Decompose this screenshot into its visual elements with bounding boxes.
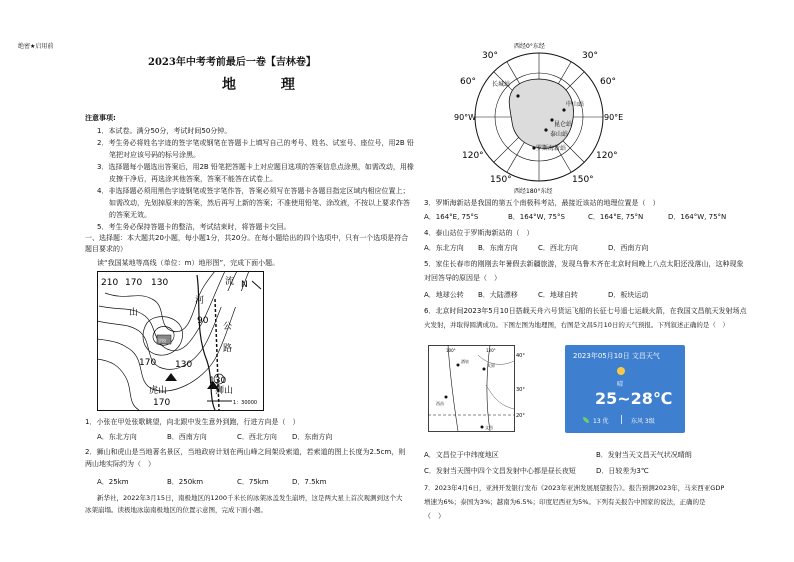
longitude-label: 120° [462, 151, 484, 161]
antarctica-polar-map [454, 38, 624, 196]
notes-line: 4．非选择题必须用黑色字迹钢笔或签字笔作答，答案必须写在答题卡各题目指定区域内相应位置上； [97, 187, 410, 195]
station-label: 泰山站 [550, 131, 569, 138]
question-3-stem: 3．罗斯海新站是我国的第五个南极科考站，最接近该站的地理位置是（ ） [424, 199, 660, 207]
q6-option-c: C．发射当天图中四个文昌发射中心都是昼长夜短 [424, 467, 576, 475]
latitude-label: 40° [516, 353, 525, 359]
q6-option-d: D．日较差为3℃ [596, 467, 649, 475]
subject-title: 地 理 [222, 77, 315, 93]
notes-line: 5．考生务必保持答题卡的整洁，考试结束时，将答题卡交回。 [97, 223, 291, 231]
notes-heading: 注意事项: [85, 114, 116, 122]
river-label: 河 [195, 296, 205, 306]
site-label: 西昌 [436, 401, 444, 406]
longitude-label: 150° [572, 175, 594, 185]
weather-temperature: 25~28℃ [595, 389, 673, 408]
top-meridian-label: 西经0°东经 [514, 43, 545, 50]
longitude-label: 30° [482, 51, 498, 61]
contour-label: 170 [125, 278, 143, 288]
q6-option-a: A．文昌位于中纬度地区 [424, 451, 499, 459]
latitude-label: 20° [516, 413, 525, 419]
exam-title: 2023年中考考前最后一卷【吉林卷】 [148, 57, 316, 68]
question-7-stem-cont: 增速为6%；泰国为3%；越南为6.5%；印度尼西亚为5%。下列有关报告中国家的说法，正确的是 [424, 498, 706, 506]
passage-line: 新华社，2022年3月15日，南极地区的1200千米长的冰架冰盖发生崩坍，这是两大星上首次观测到这个大 [97, 494, 403, 502]
site-label: 酒泉 [461, 359, 469, 364]
contour-label: 170 [153, 398, 171, 408]
school-label: 学校 [158, 338, 166, 343]
secret-mark: 绝密★启用前 [18, 43, 54, 50]
north-arrow-label: N [241, 280, 248, 290]
q4-option-b: B．东南方向 [478, 244, 518, 252]
bottom-meridian-label: 西经180°东经 [514, 188, 553, 195]
q3-option-a: A．164°E, 75°S [424, 213, 479, 221]
latitude-label: 30° [516, 387, 525, 393]
notes-line: 笔把对应该号码的标号涂黑。 [109, 151, 200, 159]
station-label: 昆仑站 [554, 121, 573, 128]
q1-option-a: A．东北方向 [97, 433, 137, 441]
q5-option-d: D．板块运动 [608, 291, 649, 299]
contour-label: 210 [101, 278, 119, 288]
section-heading-cont: 题目要求的） [85, 245, 127, 253]
mountain-label: 山 [129, 308, 139, 318]
weather-condition: 晴 [617, 381, 624, 388]
question-6-stem-cont: 火发射，并取得圆满成功。下图左图为地理图，右图是文昌5月10日的天气预报。下列叙述正确的是（ ） [424, 321, 729, 329]
q4-option-c: C．西北方向 [538, 244, 578, 252]
map-caption: 读“我国某地等高线（单位：m）地形图”，完成下面小题。 [97, 259, 280, 267]
contour-map [97, 271, 264, 411]
contour-label: 130 [175, 360, 193, 370]
q3-option-c: C．164°E, 75°N [588, 213, 644, 221]
question-6-stem: 6．北京时间2023年5月10日搭载天舟六号货运飞船的长征七号遥七运载火箭，在我国文昌航天发射场点 [424, 307, 747, 315]
peak-label: 虎山 [149, 386, 168, 396]
site-label: 太原 [487, 363, 495, 368]
q6-option-b: B．发射当天文昌天气状况晴朗 [596, 451, 692, 459]
road-label: 公 [223, 322, 233, 332]
longitude-label: 60° [600, 77, 616, 87]
q5-option-b: B．大陆漂移 [478, 291, 518, 299]
air-quality: 13 优 [593, 418, 609, 425]
weather-date: 2023年05月10日 文昌天气 [573, 352, 660, 360]
q1-option-b: B．西南方向 [167, 433, 207, 441]
road-label: 路 [223, 344, 233, 354]
q1-option-c: C．西北方向 [237, 433, 277, 441]
station-label: 罗斯海新站 [536, 145, 567, 152]
question-7-blank: （ ） [424, 512, 445, 520]
question-5-stem-cont: 对回答导的原因是（ ） [424, 274, 501, 282]
peak-label: 狮山 [215, 386, 234, 396]
section-heading: 一、选择题：本大题共20小题，每小题1分，共20分。在每小题给出的四个选项中，只有一个选项是符合 [85, 234, 409, 242]
longitude-label: 120° [596, 151, 618, 161]
question-1-stem: 1．小张在甲处张歌眺望，向北跟中发生意外到跑，行进方向是（ ） [85, 418, 300, 426]
longitude-label: 100° [446, 348, 456, 353]
leaf-icon [583, 417, 589, 423]
q3-option-b: B．164°W, 75°S [508, 213, 565, 221]
question-5-stem: 5．家住长春市的刚刚去年暑假去新疆旅游，发现乌鲁木齐在北京时间晚上八点太阳还没落山，这种现象 [424, 260, 744, 268]
sun-icon [617, 367, 625, 375]
question-4-stem: 4．泰山站位于罗斯海新站的（ ） [424, 229, 534, 237]
q5-option-a: A．地球公转 [424, 291, 464, 299]
wind: 东风 3级 [631, 418, 655, 425]
longitude-label: 30° [582, 51, 598, 61]
scale-label: 1：30000 [233, 400, 258, 406]
question-2-stem: 2．狮山和虎山是当地著名景区，当地政府计划在两山峰之间架设索道，若索道的图上长度为2.5cm，则 [85, 448, 406, 456]
q2-option-d: D．7.5km [292, 478, 327, 486]
weather-card [565, 345, 685, 433]
longitude-label: 90°W [454, 113, 477, 122]
q4-option-a: A．东北方向 [424, 244, 464, 252]
station-label: 长城站 [492, 81, 511, 88]
notes-line: 的答案无效。 [109, 211, 151, 219]
longitude-label: 90°E [604, 113, 624, 122]
question-2-stem-cont: 两山地实际约为（ ） [85, 460, 155, 468]
question-7-stem: 7．2023年4月6日，亚洲开发银行发布《2023年亚洲发展展望报告》。报告预测2023年，马来西亚GDP [424, 484, 725, 492]
site-label: 文昌 [485, 425, 493, 430]
longitude-label: 120° [486, 348, 496, 353]
q1-option-d: D．东南方向 [292, 433, 333, 441]
q2-option-a: A．25km [97, 478, 129, 486]
longitude-label: 60° [460, 77, 476, 87]
contour-label: 130 [151, 278, 169, 288]
notes-line: 1．本试卷。满分50分，考试时间50分钟。 [97, 127, 232, 135]
notes-line: 2．考生务必将姓名字迹的签字笔或钢笔在答题卡上填写自己的考号、姓名、试室号、座位号，用2B 铅 [97, 139, 414, 147]
river-label: 流 [225, 277, 235, 287]
passage-line: 冰架崩塌。读极地冰崩南极地区的位置示意图，完成下面小题。 [85, 506, 267, 514]
weather-divider [621, 415, 622, 424]
launch-sites-map [428, 345, 530, 437]
notes-line: 如需改动，先划掉原来的答案，然后再写上新的答案；不准使用铅笔、涂改液，不按以上要求作答 [109, 199, 410, 207]
notes-line: 3．选择题每小题选出答案后，用2B 铅笔把答题卡上对应题目选项的答案信息点涂黑，如需改动，用橡 [97, 163, 414, 171]
notes-line: 皮擦干净后，再选涂其他答案，答案不能答在试卷上。 [109, 175, 277, 183]
contour-label: 170 [139, 358, 157, 368]
q2-option-b: B．250km [167, 478, 204, 486]
q4-option-d: D．西南方向 [608, 244, 649, 252]
q2-option-c: C．75km [237, 478, 269, 486]
station-label: 中山站 [566, 101, 585, 108]
q5-option-c: C．地球自转 [538, 291, 578, 299]
contour-label: 90 [197, 316, 209, 326]
longitude-label: 150° [490, 175, 512, 185]
q3-option-d: D．164°W, 75°N [668, 213, 727, 221]
contour-label: 130 [209, 376, 227, 386]
